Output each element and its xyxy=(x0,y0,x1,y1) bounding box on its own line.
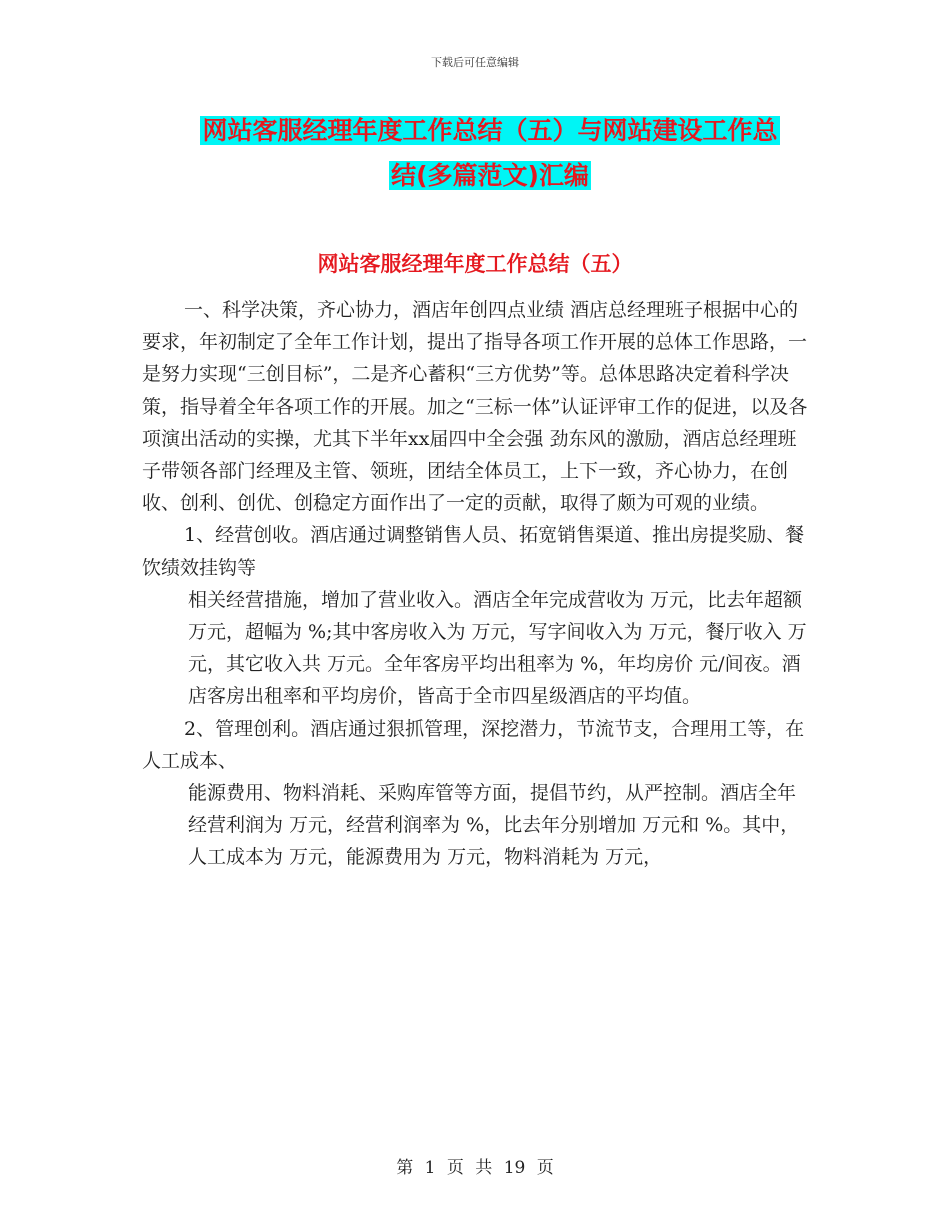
paragraph: 1、经营创收。酒店通过调整销售人员、拓宽销售渠道、推出房提奖励、餐饮绩效挂钩等 xyxy=(142,524,805,579)
paragraph: 2、管理创利。酒店通过狠抓管理，深挖潜力，节流节支，合理用工等，在人工成本、 xyxy=(142,717,805,772)
paragraph: 能源费用、物料消耗、采购库管等方面，提倡节约，从严控制。酒店全年经营利润为 万元，经营利润率为 %，比去年分别增加 万元和 %。其中，人工成本为 万元，能源费用为 万元，物料消耗为 万元， xyxy=(188,782,800,869)
document-title-line1: 网站客服经理年度工作总结（五）与网站建设工作总 xyxy=(202,116,778,145)
document-title-line2: 结(多篇范文)汇编 xyxy=(391,161,589,190)
paragraph: 相关经营措施，增加了营业收入。酒店全年完成营收为 万元，比去年超额 万元，超幅为 %;其中客房收入为 万元，写字间收入为 万元，餐厅收入 万元，其它收入共 万元。全年客房平均出租率为 %，年均房价 元/间夜。酒店客房出租率和平均房价，皆高于全市四星级酒店的平均值。 xyxy=(188,588,807,708)
body-text xyxy=(142,294,812,874)
page-footer: 第 1 页 共 19 页 xyxy=(396,1158,554,1178)
header-note: 下载后可任意编辑 xyxy=(431,56,519,69)
document-title xyxy=(160,108,820,198)
paragraph: 一、科学决策，齐心协力，酒店年创四点业绩 酒店总经理班子根据中心的要求，年初制定了全年工作计划，提出了指导各项工作开展的总体工作思路，一是努力实现“三创目标”，二是齐心蓄积“三方优势”等。总体思路决定着科学决策，指导着全年各项工作的开展。加之“三标一体”认证评审工作的促进，以及各项演出活动的实操，尤其下半年xx届四中全会强 劲东风的激励，酒店总经理班子带领各部门经理及主管、领班，团结全体员工，上下一致，齐心协力，在创收、创利、创优、创稳定方面作出了一定的贡献，取得了颇为可观的业绩。 xyxy=(142,299,808,515)
section-title: 网站客服经理年度工作总结（五） xyxy=(317,252,633,276)
